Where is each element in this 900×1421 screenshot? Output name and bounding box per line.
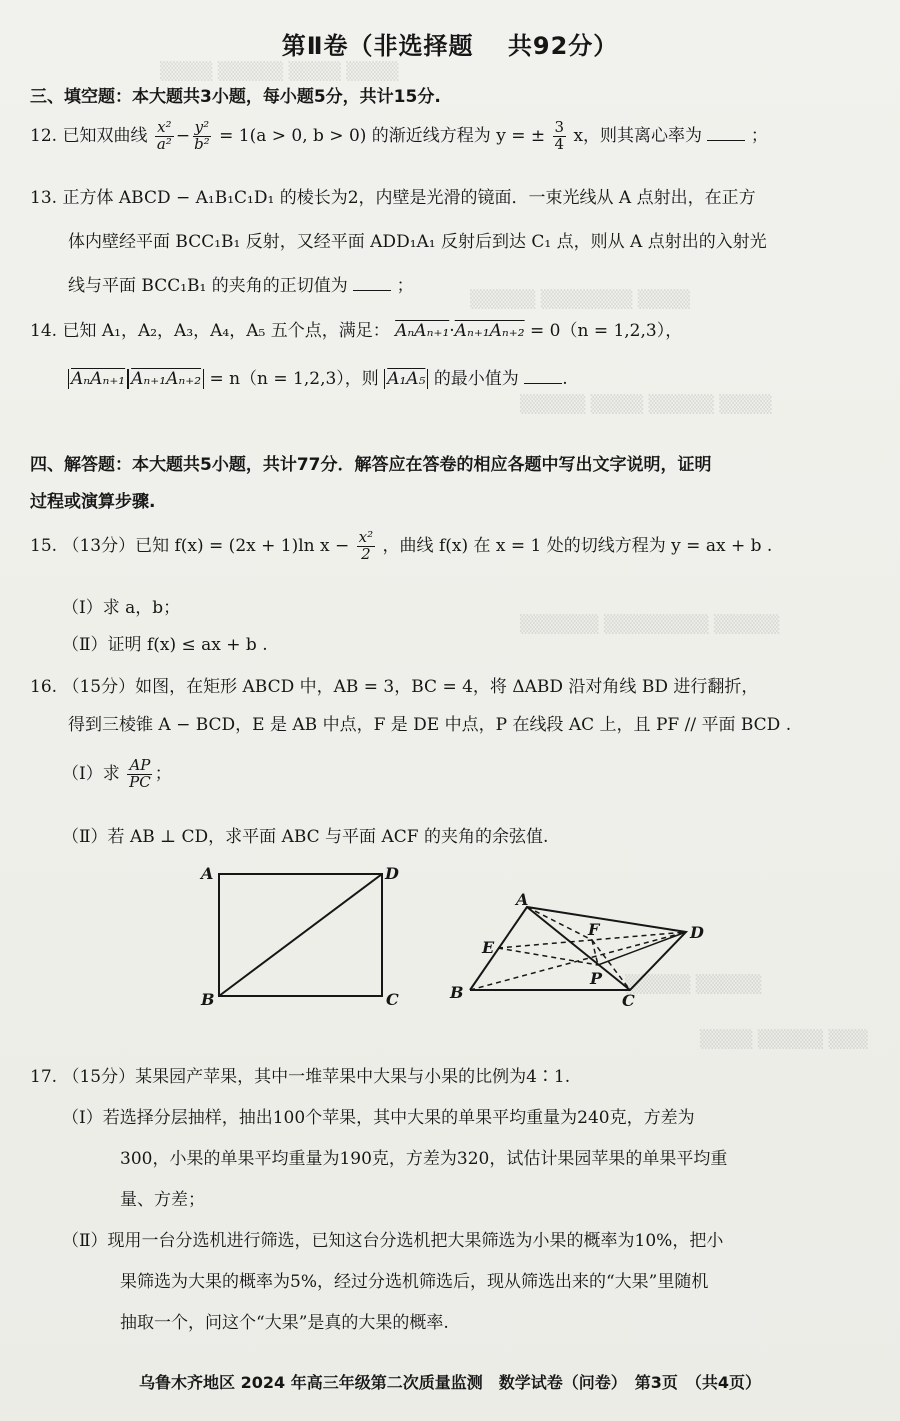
vertex-label-d: D [385, 864, 399, 883]
denominator: a² [156, 134, 172, 153]
edge-ac [527, 907, 630, 990]
question-text: 的最小值为 [433, 369, 519, 389]
point-label-p: P [590, 969, 603, 988]
question-16-part-1 [62, 758, 172, 791]
question-text: = 1(a > 0, b > 0) 的渐近线方程为 y = ± [219, 125, 546, 146]
dot-operator: · [449, 321, 455, 341]
point-label-f: F [588, 920, 600, 939]
answer-blank [707, 126, 745, 141]
fraction [127, 758, 153, 791]
figure-rectangle-abcd [195, 860, 410, 1010]
fraction [192, 120, 212, 153]
question-12: 12. 已知双曲线 $\frac{\text{x²}}{\text{a²}}$ − $\frac{\text{y²}}{\text{b²}}$ = 1(a > 0, b > 0) 的渐近线方程为 y = ± $\frac{3}{4}$ x，则其离心率为 ； [30, 118, 768, 153]
vector: A₁A₅ [387, 369, 426, 389]
vector: Aₙ₊₁Aₙ₊₂ [454, 321, 525, 341]
denominator: PC [129, 772, 151, 791]
figure-tetrahedron-abcd [440, 885, 740, 1010]
question-text: ； [396, 276, 414, 296]
question-text: 线与平面 BCC₁B₁ 的夹角的正切值为 [68, 276, 348, 296]
vertex-label-b: B [450, 983, 464, 1002]
question-17-part-2-line-2: 果筛选为大果的概率为5%，经过分选机筛选后，现从筛选出来的“大果”里随机 [120, 1272, 709, 1292]
question-17-part-1-line-3: 量、方差； [120, 1190, 205, 1210]
question-text: 已知 A₁，A₂，A₃，A₄，A₅ 五个点，满足： [62, 321, 390, 341]
bleed-through-texture: ▒▒▒▒▒ ▒▒▒▒▒ [625, 975, 762, 995]
magnitude [128, 369, 204, 389]
question-17 [30, 1062, 570, 1087]
question-text: ，曲线 f(x) 在 x = 1 处的切线方程为 y = ax + b . [382, 535, 773, 556]
vertex-label-c: C [622, 991, 635, 1010]
question-13-line-2: 体内壁经平面 BCC₁B₁ 反射，又经平面 ADD₁A₁ 反射后到达 C₁ 点，则从 A 点射出的入射光 [68, 232, 767, 252]
question-number: 14. [30, 321, 58, 341]
question-17-part-2-line-3: 抽取一个，问这个“大果”是真的大果的概率. [120, 1313, 449, 1333]
vertex-label-a: A [516, 890, 529, 909]
question-17-part-2: （Ⅱ）现用一台分选机进行筛选，已知这台分选机把大果筛选为小果的概率为10%，把小 [62, 1231, 724, 1251]
question-16 [30, 672, 758, 697]
bleed-through-texture: ▒▒▒▒▒ ▒▒▒▒ ▒▒▒▒▒ ▒▒▒▒ [520, 395, 772, 415]
question-text: ； [154, 763, 172, 784]
question-14 [30, 316, 682, 341]
question-13 [30, 183, 756, 208]
question-text: （13分）已知 f(x) = (2x + 1)ln x − [62, 535, 350, 556]
question-number: 13. [30, 188, 58, 208]
numerator: 3 [554, 118, 565, 136]
question-13-line-3 [68, 271, 414, 296]
question-text: 正方体 ABCD − A₁B₁C₁D₁ 的棱长为2，内壁是光滑的镜面．一束光线从 A 点射出，在正方 [62, 188, 756, 208]
question-16-part-2: （Ⅱ）若 AB ⊥ CD，求平面 ABC 与平面 ACF 的夹角的余弦值. [62, 827, 549, 847]
numerator: x² [358, 528, 374, 546]
magnitude [68, 369, 128, 389]
answer-blank [524, 369, 562, 384]
bleed-through-texture: ▒▒▒▒▒ ▒▒▒▒▒▒▒ ▒▒▒▒ [470, 290, 690, 310]
question-14-line-2: AₙAₙ₊₁ Aₙ₊₁Aₙ₊₂ = n（n = 1,2,3），则 A₁A₅ 的最小值为 . [68, 364, 568, 389]
numerator: y² [194, 118, 210, 136]
question-number: 15. [30, 535, 58, 556]
question-text: ； [750, 125, 768, 146]
question-16-line-2: 得到三棱锥 A − BCD，E 是 AB 中点，F 是 DE 中点，P 在线段 AC 上，且 PF // 平面 BCD . [68, 715, 792, 735]
vertex-label-d: D [690, 923, 704, 942]
section-heading-solutions-line-2: 过程或演算步骤. [30, 492, 156, 512]
question-17-part-1: （Ⅰ）若选择分层抽样，抽出100个苹果，其中大果的单果平均重量为240克，方差为 [62, 1108, 695, 1128]
numerator: x² [157, 118, 172, 136]
vertex-label-b: B [201, 990, 215, 1009]
question-number: 12. [30, 125, 58, 146]
question-17-part-1-line-2: 300，小果的单果平均重量为190克，方差为320，试估计果园苹果的单果平均重 [120, 1149, 728, 1169]
vertex-label-a: A [201, 864, 214, 883]
denominator: 2 [361, 544, 371, 563]
section-heading-fill-in: 三、填空题：本大题共3小题，每小题5分，共计15分. [30, 87, 441, 107]
question-15-part-2: （Ⅱ）证明 f(x) ≤ ax + b . [62, 635, 268, 655]
denominator: b² [194, 134, 210, 153]
question-number: 16. [30, 677, 58, 697]
question-text: （Ⅰ）求 [62, 763, 120, 784]
question-text: x，则其离心率为 [573, 125, 703, 146]
diagonal-bd [219, 874, 382, 996]
point-label-e: E [482, 938, 495, 957]
page-footer: 乌鲁木齐地区 2024 年高三年级第二次质量监测 数学试卷（问卷） 第3页 （共4页） [139, 1373, 761, 1392]
vector: Aₙ₊₁Aₙ₊₂ [131, 369, 202, 389]
segment-ep [498, 948, 598, 965]
bleed-through-texture: ▒▒▒▒ ▒▒▒▒▒ ▒▒▒▒ ▒▒▒▒ [160, 62, 399, 82]
section-heading-solutions: 四、解答题：本大题共5小题，共计77分．解答应在答卷的相应各题中写出文字说明，证明 [30, 455, 712, 475]
question-text: = n（n = 1,2,3），则 [209, 369, 379, 389]
question-text: 已知双曲线 [62, 125, 148, 146]
numerator: AP [129, 756, 151, 774]
fraction [357, 530, 375, 563]
fraction [553, 120, 567, 153]
answer-blank [353, 276, 391, 291]
vector: AₙAₙ₊₁ [71, 369, 126, 389]
bleed-through-texture: ▒▒▒▒ ▒▒▒▒▒ ▒▒▒ [700, 1030, 868, 1050]
vector: AₙAₙ₊₁ [395, 321, 450, 341]
question-text: （15分）如图，在矩形 ABCD 中，AB = 3，BC = 4，将 ΔABD 沿对角线 BD 进行翻折， [62, 677, 759, 697]
fraction [155, 120, 174, 153]
question-15-part-1: （Ⅰ）求 a，b； [62, 598, 181, 618]
magnitude [384, 369, 428, 389]
question-text: （15分）某果园产苹果，其中一堆苹果中大果与小果的比例为4∶1. [62, 1067, 571, 1087]
question-text: = 0（n = 1,2,3）， [530, 321, 683, 341]
vertex-label-c: C [386, 990, 399, 1009]
denominator: 4 [554, 134, 565, 153]
bleed-through-texture: ▒▒▒▒▒▒ ▒▒▒▒▒▒▒▒ ▒▒▒▒▒ [520, 615, 780, 635]
segment-pd [598, 932, 686, 965]
question-number: 17. [30, 1067, 58, 1087]
page-title: 第Ⅱ卷（非选择题 共92分） [281, 32, 619, 60]
question-15 [30, 530, 772, 563]
